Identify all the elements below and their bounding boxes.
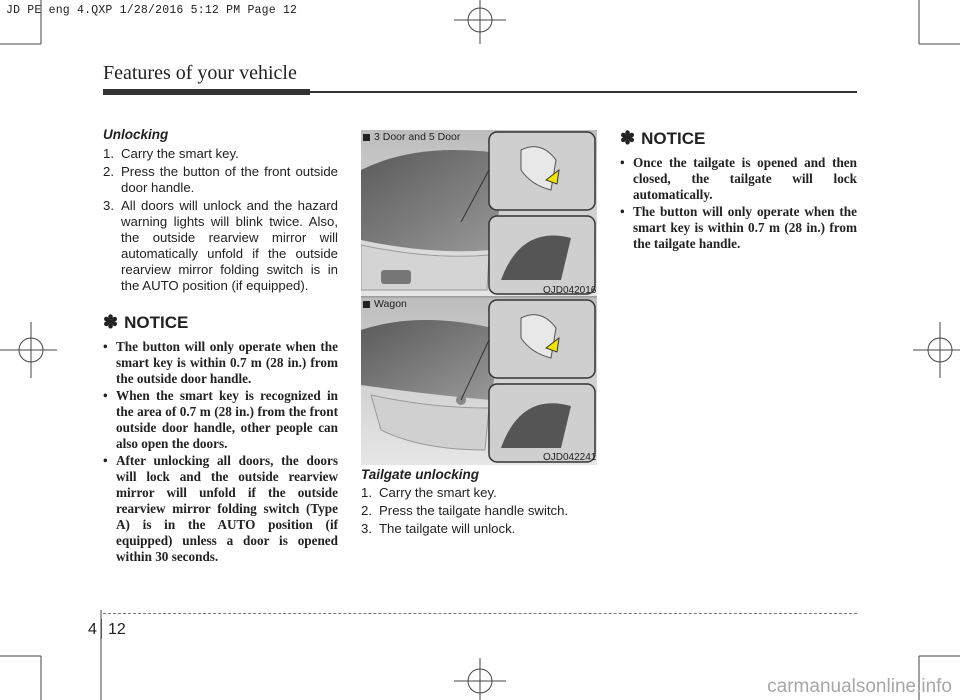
step-number: 1. [103, 146, 114, 161]
left-column [103, 127, 338, 566]
square-bullet-icon [363, 134, 370, 141]
unlocking-subheading: Unlocking [103, 127, 169, 142]
chapter-number: 4 [88, 621, 97, 638]
step-text: Press the tailgate handle switch. [379, 503, 569, 518]
page-number: 12 [108, 621, 126, 638]
step-text: Press the button of the front outside door handle. [121, 164, 338, 195]
bullet-text: After unlocking all doors, the doors will lock and the outside rearview mirror will unfold if the outside rearview mirror folding switch (Type A) is in the AUTO position (if equipped) unless a door is opened within 30 seconds. [116, 453, 338, 564]
square-bullet-icon [363, 301, 370, 308]
figure-label-text: 3 Door and 5 Door [374, 131, 461, 143]
figure-label-text: Wagon [374, 298, 407, 310]
step-number: 3. [361, 521, 372, 536]
header-rule-thick [103, 89, 310, 95]
figure-code-top: OJD042016 [543, 285, 597, 296]
notice-bullets [103, 339, 338, 565]
step-number: 1. [361, 485, 372, 500]
bullet-icon: • [103, 388, 108, 403]
bullet-icon: • [620, 155, 625, 170]
tailgate-steps [361, 485, 597, 537]
list-item [103, 339, 338, 387]
notice-title: NOTICE [641, 128, 706, 148]
tailgate-section [361, 467, 597, 539]
bullet-text: The button will only operate when the smart key is within 0.7 m (28 in.) from the tailgate handle. [633, 204, 857, 251]
step-text: The tailgate will unlock. [379, 521, 516, 536]
bullet-icon: • [103, 453, 108, 468]
step-item [361, 503, 597, 519]
list-item [103, 453, 338, 565]
notice-heading [103, 312, 338, 333]
step-item [361, 521, 597, 537]
watermark: carmanualsonline.info [767, 676, 952, 697]
notice-title: NOTICE [124, 312, 189, 332]
step-item [103, 198, 338, 294]
notice-star-icon: ✽ [103, 312, 119, 332]
list-item [620, 204, 857, 252]
bullet-text: Once the tailgate is opened and then closed, the tailgate will lock automatically. [633, 155, 857, 202]
notice-heading [620, 128, 857, 149]
figure-label-wagon [363, 298, 407, 310]
unlocking-steps [103, 146, 338, 294]
print-header-line: JD PE eng 4.QXP 1/28/2016 5:12 PM Page 12 [6, 4, 298, 17]
list-item [620, 155, 857, 203]
tailgate-subheading: Tailgate unlocking [361, 467, 480, 482]
footer-rule [103, 613, 857, 614]
page-section-title: Features of your vehicle [103, 62, 297, 84]
step-number: 3. [103, 198, 114, 213]
step-text: Carry the smart key. [379, 485, 497, 500]
step-item [103, 146, 338, 162]
bullet-icon: • [103, 339, 108, 354]
bullet-icon: • [620, 204, 625, 219]
bullet-text: When the smart key is recognized in the area of 0.7 m (28 in.) from the front outside door handle, other people can also open the doors. [116, 388, 338, 451]
notice-bullets [620, 155, 857, 252]
step-number: 2. [103, 164, 114, 179]
bullet-text: The button will only operate when the smart key is within 0.7 m (28 in.) from the outside door handle. [116, 339, 338, 386]
right-column [620, 128, 857, 253]
notice-star-icon: ✽ [620, 128, 636, 148]
figure-code-bottom: OJD042241 [543, 452, 597, 463]
page-number-divider [101, 619, 102, 639]
step-number: 2. [361, 503, 372, 518]
step-text: Carry the smart key. [121, 146, 239, 161]
list-item [103, 388, 338, 452]
step-item [361, 485, 597, 501]
header-rule-thin [310, 91, 857, 93]
step-item [103, 164, 338, 196]
step-text: All doors will unlock and the hazard warning lights will blink twice. Also, the outside rearview mirror will automatically unfold if the outside rearview mirror folding switch is in the AUTO position (if equipped). [121, 198, 338, 293]
figure-label-3door5door [363, 131, 460, 143]
